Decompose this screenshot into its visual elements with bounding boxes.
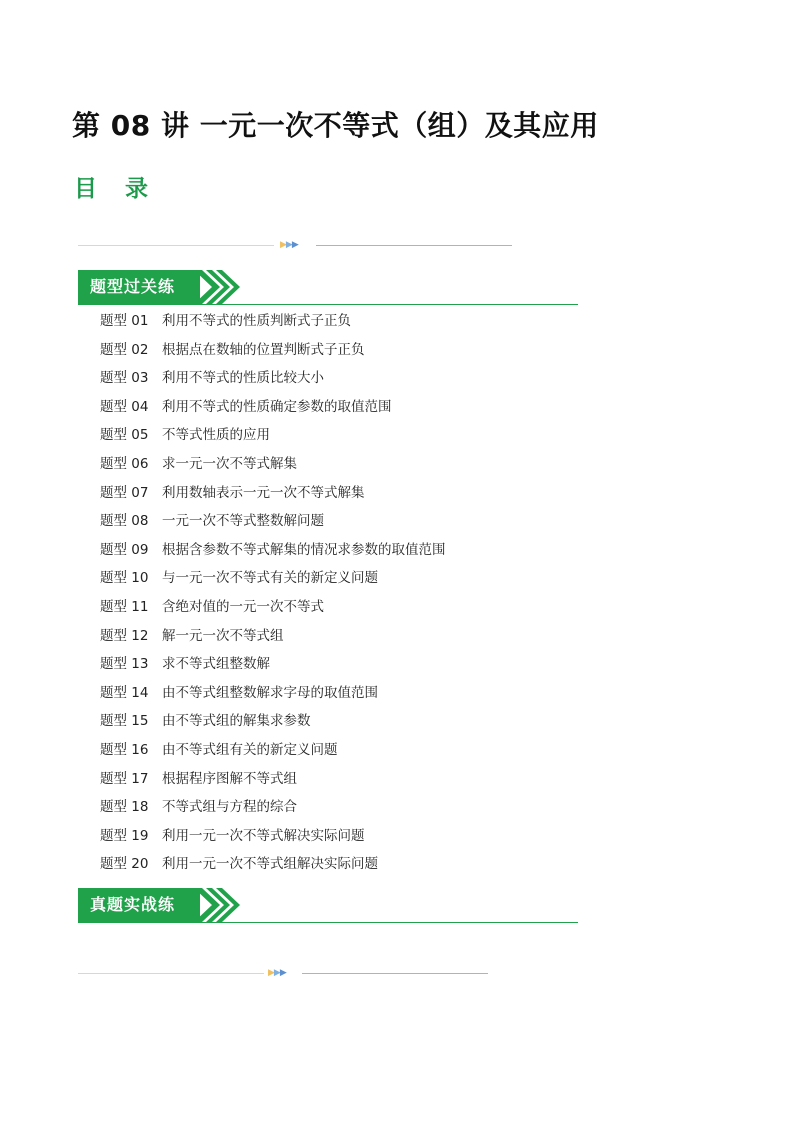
item-number: 题型 20 [100,856,149,873]
item-text: 不等式性质的应用 [162,427,270,444]
item-text: 由不等式组整数解求字母的取值范围 [162,684,378,701]
toc-list [100,313,446,885]
item-number: 题型 10 [100,570,149,587]
list-item[interactable] [100,370,446,399]
divider-line-right [302,973,488,974]
list-item[interactable] [100,313,446,342]
section-exam [78,888,578,924]
list-item[interactable] [100,599,446,628]
list-item[interactable] [100,542,446,571]
list-item[interactable] [100,856,446,885]
item-text: 与一元一次不等式有关的新定义问题 [162,570,378,587]
item-number: 题型 07 [100,484,149,501]
item-text: 求不等式组整数解 [162,656,270,673]
bottom-divider [78,969,514,979]
item-text: 利用数轴表示一元一次不等式解集 [162,484,365,501]
item-number: 题型 12 [100,627,149,644]
triple-arrow-icon: ▶▶▶ [280,240,298,250]
list-item[interactable] [100,399,446,428]
list-item[interactable] [100,513,446,542]
list-item[interactable] [100,742,446,771]
item-text: 含绝对值的一元一次不等式 [162,598,324,615]
item-number: 题型 04 [100,398,149,415]
divider-line-left [78,245,274,246]
stripes-icon [194,270,240,304]
item-number: 题型 11 [100,598,149,615]
list-item[interactable] [100,485,446,514]
item-number: 题型 17 [100,770,149,787]
list-item[interactable] [100,456,446,485]
item-text: 解一元一次不等式组 [162,627,284,644]
item-text: 利用一元一次不等式组解决实际问题 [162,856,378,873]
item-text: 一元一次不等式整数解问题 [162,513,324,530]
list-item[interactable] [100,656,446,685]
list-item[interactable] [100,771,446,800]
divider-line-left [78,973,264,974]
item-number: 题型 16 [100,741,149,758]
section-rule [78,304,578,305]
item-number: 题型 18 [100,799,149,816]
list-item[interactable] [100,342,446,371]
item-text: 根据点在数轴的位置判断式子正负 [162,341,365,358]
item-number: 题型 13 [100,656,149,673]
item-text: 利用不等式的性质比较大小 [162,370,324,387]
list-item[interactable] [100,713,446,742]
item-number: 题型 15 [100,713,149,730]
item-text: 利用一元一次不等式解决实际问题 [162,827,365,844]
stripes-icon [194,888,240,922]
item-number: 题型 06 [100,455,149,472]
list-item[interactable] [100,628,446,657]
item-number: 题型 19 [100,827,149,844]
top-divider [78,241,514,251]
item-text: 求一元一次不等式解集 [162,455,297,472]
section-rule [78,922,578,923]
item-number: 题型 09 [100,541,149,558]
item-number: 题型 02 [100,341,149,358]
section-practice-label: 题型过关练 [78,270,200,304]
list-item[interactable] [100,570,446,599]
item-text: 利用不等式的性质判断式子正负 [162,313,351,329]
toc-heading: 目 录 [74,176,159,202]
list-item[interactable] [100,799,446,828]
item-text: 利用不等式的性质确定参数的取值范围 [162,398,392,415]
list-item[interactable] [100,828,446,857]
item-number: 题型 03 [100,370,149,387]
item-text: 由不等式组有关的新定义问题 [162,741,338,758]
item-number: 题型 14 [100,684,149,701]
section-exam-label: 真题实战练 [78,888,200,922]
item-number: 题型 01 [100,313,149,329]
item-number: 题型 08 [100,513,149,530]
item-text: 不等式组与方程的综合 [162,799,297,816]
item-text: 根据程序图解不等式组 [162,770,297,787]
item-number: 题型 05 [100,427,149,444]
item-text: 由不等式组的解集求参数 [162,713,311,730]
triple-arrow-icon: ▶▶▶ [268,968,286,978]
section-practice [78,270,578,306]
item-text: 根据含参数不等式解集的情况求参数的取值范围 [162,541,446,558]
list-item[interactable] [100,685,446,714]
divider-line-right [316,245,512,246]
page-title: 第 08 讲 一元一次不等式（组）及其应用 [72,109,599,142]
list-item[interactable] [100,427,446,456]
